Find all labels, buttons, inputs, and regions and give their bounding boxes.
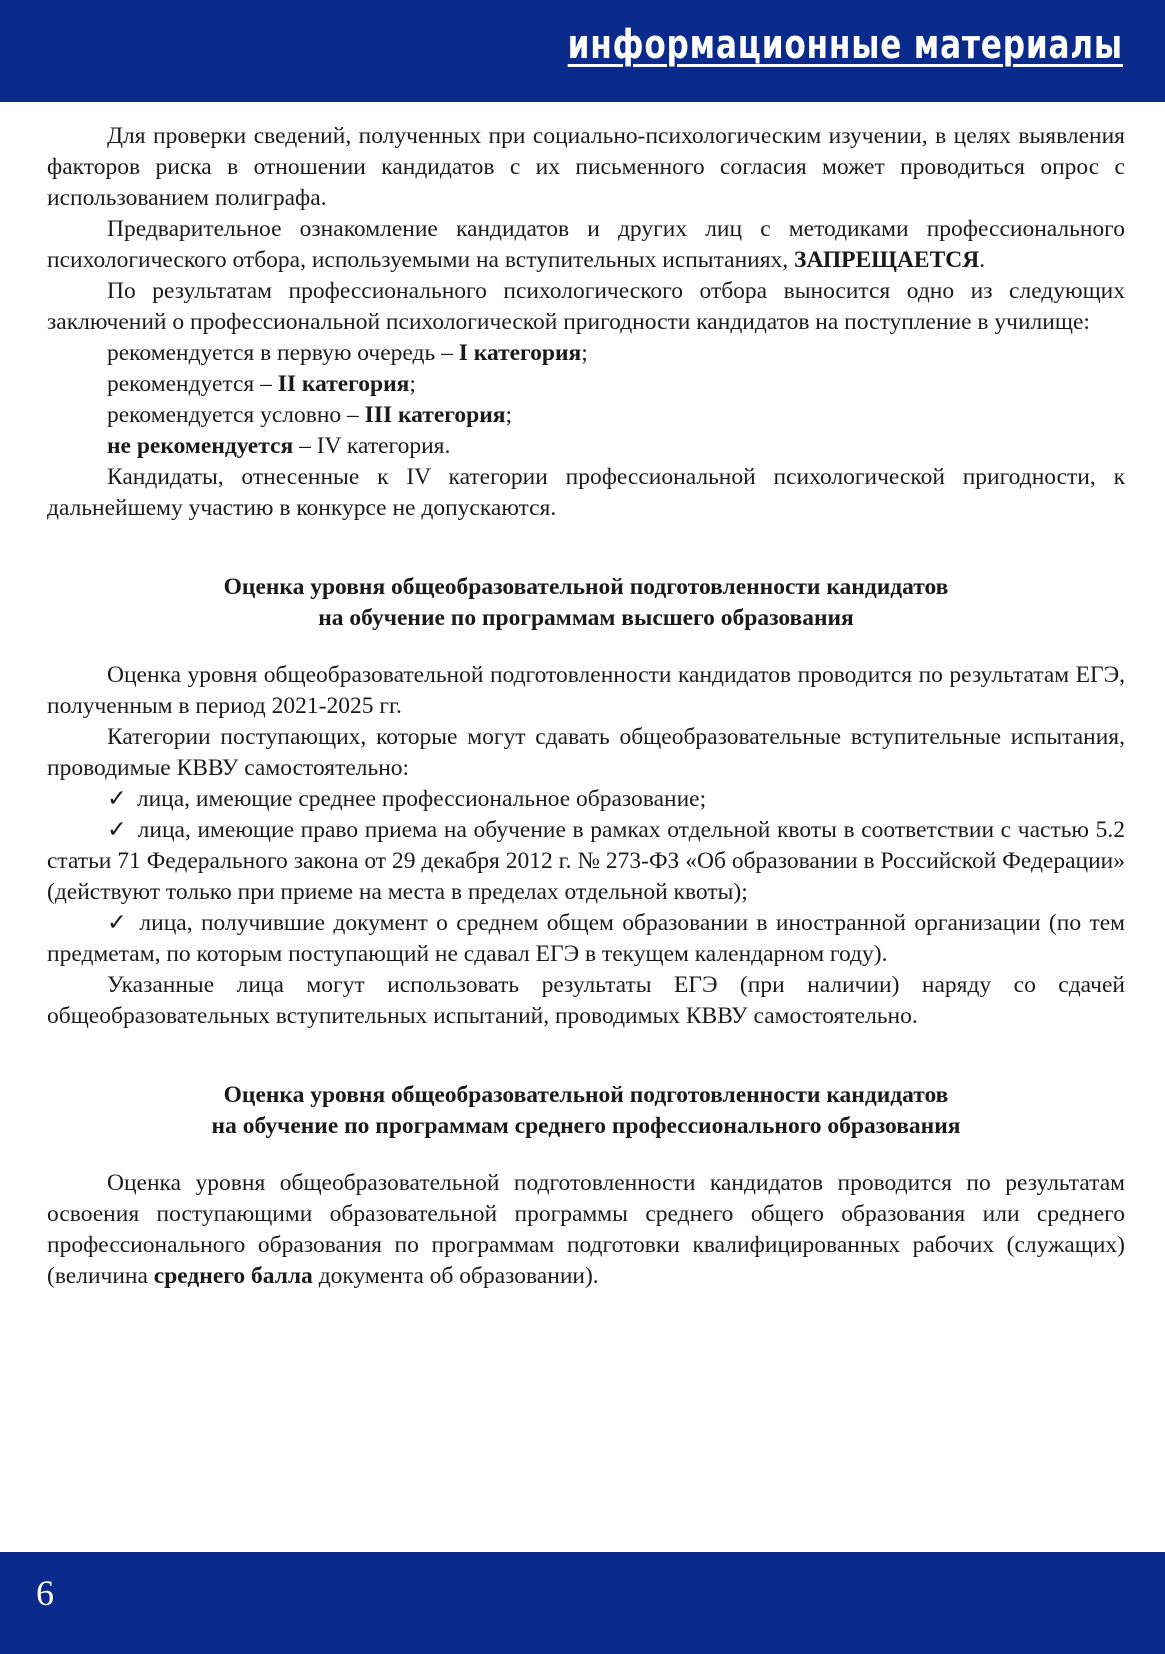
category-item [47,431,1125,462]
section1-paragraph-note: Указанные лица могут использовать результаты ЕГЭ (при наличии) наряду со сдачей общеобразовательных вступительных испытаний, проводимых КВВУ самостоятельно. [47,972,1125,1029]
category-text: рекомендуется условно – [107,402,365,428]
intro-paragraph-exclusion: Кандидаты, отнесенные к IV категории профессиональной психологической пригодности, к дальнейшему участию в конкурсе не допускаются. [47,464,1125,521]
section1-heading-line2: на обучение по программам высшего образования [318,605,854,631]
page-number: 6 [36,1573,54,1613]
prohibition-text: Предварительное ознакомление кандидатов и других лиц с методиками профессионального психологического отбора, используемыми на вступительных испытаниях, [47,216,1125,273]
page-header-band [0,0,1165,102]
header-title: информационные материалы [567,22,1123,68]
section2-heading-line2: на обучение по программам среднего профессионального образования [211,1113,961,1139]
checklist-text: лица, имеющие среднее профессиональное образование; [136,786,707,812]
section2-paragraph [47,1168,1125,1292]
section2-heading [47,1080,1125,1142]
checkmark-icon: ✓ [107,786,127,812]
intro-paragraph-conclusions: По результатам профессионального психологического отбора выносится одно из следующих заключений о профессиональной психологической пригодности кандидатов на поступление в училище: [47,278,1125,335]
category-suffix: ; [505,402,512,428]
section2-bold: среднего балла [153,1263,313,1289]
category-item [47,338,1125,369]
checklist-text: лица, получившие документ о среднем общем образовании в иностранной организации (по тем предметам, по которым поступающий не сдавал ЕГЭ в текущем календарном году). [47,910,1126,967]
category-item [47,369,1125,400]
intro-paragraph-prohibition [47,214,1125,276]
section2-end: документа об образовании). [318,1263,599,1289]
category-bold: I категория [458,340,582,366]
category-suffix: ; [409,371,416,397]
checklist-item [47,784,1125,815]
checkmark-icon: ✓ [107,817,127,843]
checklist-item [47,908,1125,970]
category-suffix: ; [581,340,588,366]
section2-text: Оценка уровня общеобразовательной подготовленности кандидатов проводится по результатам освоения поступающими образовательной программы среднего общего образования или среднего профессионального образования по программам подготовки квалифицированных рабочих (служащих) (величина [47,1170,1125,1289]
category-bold: не рекомендуется [107,433,294,459]
prohibition-end: . [979,247,986,273]
section1-paragraph-categories: Категории поступающих, которые могут сдавать общеобразовательные вступительные испытания, проводимые КВВУ самостоятельно: [47,724,1125,781]
section1-paragraph-ege: Оценка уровня общеобразовательной подготовленности кандидатов проводится по результатам ЕГЭ, полученным в период 2021-2025 гг. [47,662,1125,719]
checkmark-icon: ✓ [107,910,127,936]
section2-heading-line1: Оценка уровня общеобразовательной подготовленности кандидатов [223,1082,949,1108]
section1-heading-line1: Оценка уровня общеобразовательной подготовленности кандидатов [223,574,949,600]
category-bold: II категория [277,371,410,397]
category-item [47,400,1125,431]
category-text: рекомендуется в первую очередь – [107,340,459,366]
category-suffix: – IV категория. [293,433,451,459]
checklist-text: лица, имеющие право приема на обучение в рамках отдельной квоты в соответствии с частью 5.2 статьи 71 Федерального закона от 29 декабря 2012 г. № 273-ФЗ «Об образовании в Российской Федерации» (действуют только при приеме на места в пределах отдельной квоты); [47,817,1126,905]
prohibition-bold: ЗАПРЕЩАЕТСЯ [794,247,980,273]
category-bold: III категория [364,402,506,428]
page-content [47,121,1125,1292]
category-text: рекомендуется – [107,371,278,397]
page-footer-band [0,1552,1165,1654]
intro-paragraph-polygraph: Для проверки сведений, полученных при социально-психологическим изучении, в целях выявления факторов риска в отношении кандидатов с их письменного согласия может проводиться опрос с использованием полиграфа. [47,123,1125,211]
checklist-item [47,815,1125,908]
section1-heading [47,572,1125,634]
